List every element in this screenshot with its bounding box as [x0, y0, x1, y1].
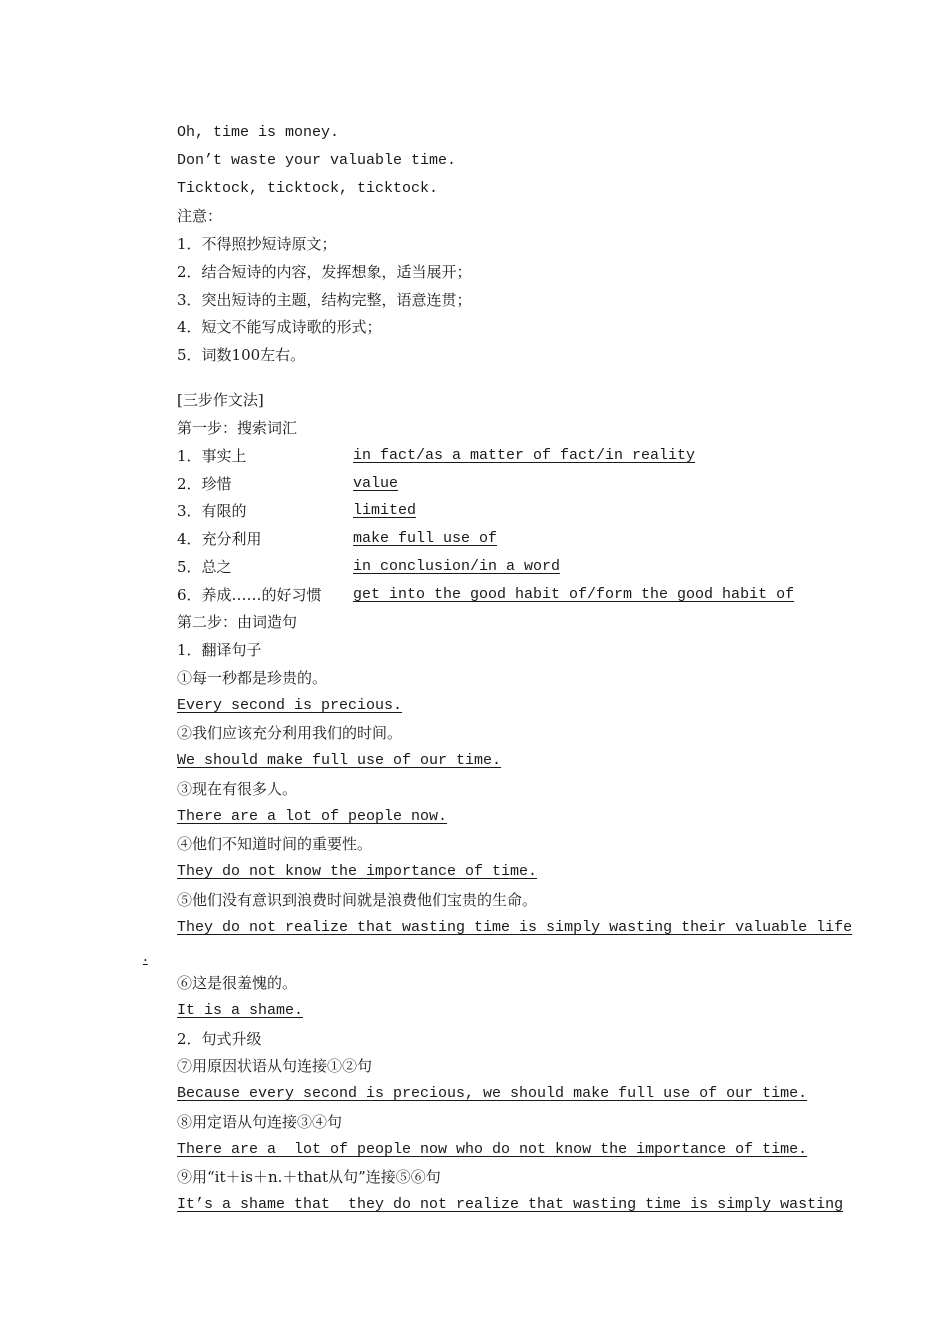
vocab-cn-4: 4．充分利用	[177, 530, 262, 548]
poem-line-1: Oh, time is money.	[177, 124, 340, 141]
vocab-en-6: get into the good habit of/form the good habit of	[353, 586, 795, 603]
note-item-4: 4．短文不能写成诗歌的形式；	[177, 318, 382, 336]
vocab-cn-2: 2．珍惜	[177, 475, 232, 493]
method-title: [三步作文法]	[177, 391, 264, 409]
poem-line-2: Don’t waste your valuable time.	[177, 152, 457, 169]
sentence-cn-4: ④他们不知道时间的重要性。	[177, 835, 373, 853]
sentence-cn-3: ③现在有很多人。	[177, 780, 298, 798]
step1-heading: 第一步：搜索词汇	[177, 419, 298, 437]
vocab-en-5: in conclusion/in a word	[353, 558, 561, 575]
sentence-en-5: They do not realize that wasting time is simply wasting their valuable life	[177, 919, 853, 936]
vocab-cn-5: 5．总之	[177, 558, 232, 576]
note-item-1: 1．不得照抄短诗原文；	[177, 235, 337, 253]
vocab-en-1: in fact/as a matter of fact/in reality	[353, 447, 696, 464]
vocab-cn-3: 3．有限的	[177, 502, 247, 520]
stray-period-mark: .	[143, 947, 148, 965]
vocab-en-3: limited	[353, 502, 417, 519]
translate-heading: 1．翻译句子	[177, 641, 262, 659]
note-item-3: 3．突出短诗的主题，结构完整，语意连贯；	[177, 291, 472, 309]
sentence-cn-2: ②我们应该充分利用我们的时间。	[177, 724, 403, 742]
step2-heading: 第二步：由词造句	[177, 613, 298, 631]
sentence-en-3: There are a lot of people now.	[177, 808, 448, 825]
sentence-cn-5: ⑤他们没有意识到浪费时间就是浪费他们宝贵的生命。	[177, 891, 538, 909]
sentence-cn-6: ⑥这是很羞愧的。	[177, 974, 298, 992]
sentence-en-4: They do not know the importance of time.	[177, 863, 538, 880]
sentence-en-6: It is a shame.	[177, 1002, 304, 1019]
sentence-en-1: Every second is precious.	[177, 697, 403, 714]
upgrade-cn-9: ⑨用“it＋is＋n.＋that从句”连接⑤⑥句	[177, 1168, 441, 1186]
notes-heading: 注意：	[177, 207, 223, 225]
upgrade-en-8: There are a lot of people now who do not know the importance of time.	[177, 1141, 808, 1158]
vocab-en-2: value	[353, 475, 399, 492]
upgrade-en-9: It’s a shame that they do not realize that wasting time is simply wasting	[177, 1196, 844, 1213]
vocab-cn-1: 1．事实上	[177, 447, 247, 465]
sentence-en-2: We should make full use of our time.	[177, 752, 502, 769]
upgrade-heading: 2．句式升级	[177, 1030, 262, 1048]
upgrade-cn-7: ⑦用原因状语从句连接①②句	[177, 1057, 373, 1075]
note-item-5: 5．词数100左右。	[177, 346, 306, 364]
poem-line-3: Ticktock, ticktock, ticktock.	[177, 180, 439, 197]
vocab-cn-6: 6．养成……的好习惯	[177, 586, 322, 604]
sentence-cn-1: ①每一秒都是珍贵的。	[177, 669, 328, 687]
vocab-en-4: make full use of	[353, 530, 498, 547]
upgrade-cn-8: ⑧用定语从句连接③④句	[177, 1113, 343, 1131]
note-item-2: 2．结合短诗的内容，发挥想象，适当展开；	[177, 263, 472, 281]
upgrade-en-7: Because every second is precious, we should make full use of our time.	[177, 1085, 808, 1102]
